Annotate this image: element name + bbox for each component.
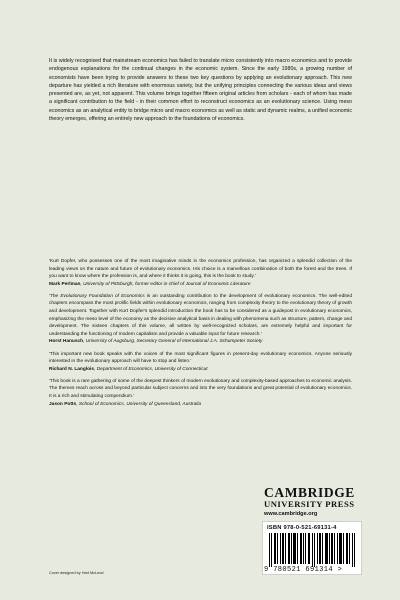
endorsement-text: 'The Evolutionary Foundation of Economics is an outstanding contribution to the development of evolutionary economics. The well-edited chapters encompass the most prolific fields within evolutionary economics, ranging from complexity theory to the evolutionary theory of growth and development. Together with Kurt Dopfer's splendid introduction the book has to be considered as a guidepost in evolutionary economics, emphasizing the meso level of the economy as the decisive analytical basis in dealing with phenomena such as structure, pattern, change and development. The sixteen chapters of this volume, all written by well-recognized scholars, are extremely helpful and important for understanding the functioning of modern capitalism and provide a valuable input for future research.' bbox=[49, 293, 352, 337]
endorsement-attribution: Mark Perlman, University of Pittsburgh, former editor in chief of Journal of Economic Literature bbox=[49, 281, 251, 287]
endorsement-attribution: Horst Hanusch, University of Augsburg, Secretary General of International J.A. Schumpeter Society bbox=[49, 339, 263, 345]
barcode-digits: 9 780521 691314 > bbox=[264, 566, 343, 574]
book-title: The Evolutionary Foundation of Economics bbox=[49, 293, 145, 299]
endorsement-3 bbox=[49, 351, 352, 374]
isbn-number: ISBN 978-0-521-69131-4 bbox=[267, 525, 337, 531]
endorsement-text: 'This book is a rare gathering of some of the deepest thinkers of modern evolutionary and complexity-based approaches to economic analysis. The themes reach across and beyond particular subject concerns and into the very foundations and great potential of evolutionary economics. It is a rich and stimulating compendium.' bbox=[49, 378, 352, 399]
barcode-panel bbox=[262, 521, 362, 575]
endorsement-text: 'This important new book speaks with the voices of the most significant figures in present-day evolutionary economics. Anyone seriously interested in the evolutionary approach will have to stop and listen.' bbox=[49, 351, 352, 365]
endorsement-1 bbox=[49, 258, 352, 288]
endorsement-text: 'Kurt Dopfer, who possesses one of the most imaginative minds in the economics profession, has organized a splendid collection of the leading views on the nature and future of evolutionary economics. His choice is a marvellous combination of both the forest and the trees. If you want to know where the profession is, and where it thinks it is going, this is the book to study.' bbox=[49, 259, 352, 280]
endorsement-attribution: Jason Potts, School of Economics, University of Queensland, Australia bbox=[49, 401, 202, 407]
endorsements bbox=[49, 258, 352, 413]
cover-credit: Cover designed by Hart McLeod bbox=[49, 571, 104, 575]
publisher-subtitle: UNIVERSITY PRESS bbox=[264, 499, 355, 509]
publisher-logo bbox=[264, 486, 364, 518]
endorsement-attribution: Richard N. Langlois, Department of Economics, University of Connecticut bbox=[49, 366, 208, 372]
endorsement-2 bbox=[49, 293, 352, 346]
endorsement-4 bbox=[49, 378, 352, 408]
barcode bbox=[267, 533, 359, 567]
publisher-name: CAMBRIDGE bbox=[264, 485, 355, 500]
publisher-url[interactable]: www.cambridge.org bbox=[264, 511, 318, 517]
blurb-paragraph: It is widely recognised that mainstream economics has failed to translate micro consistently into macro economics and to provide endogenous explanations for the continual changes in the economic system. Since the early 1980s, a growing number of economists have been trying to provide answers to these two key questions by applying an evolutionary approach. This new departure has yielded a rich literature with enormous variety, but the unifying principles connecting the various ideas and views presented are, as yet, not apparent. This volume brings together fifteen original articles from scholars - each of whom has made a significant contribution to the field - in their common effort to reconstruct economics as an evolutionary science. Using meso economics as an analytical entity to bridge micro and macro economics as well as static and dynamic realms, a unified economic theory emerges, offering an entirely new approach to the foundations of economics. bbox=[49, 58, 352, 123]
